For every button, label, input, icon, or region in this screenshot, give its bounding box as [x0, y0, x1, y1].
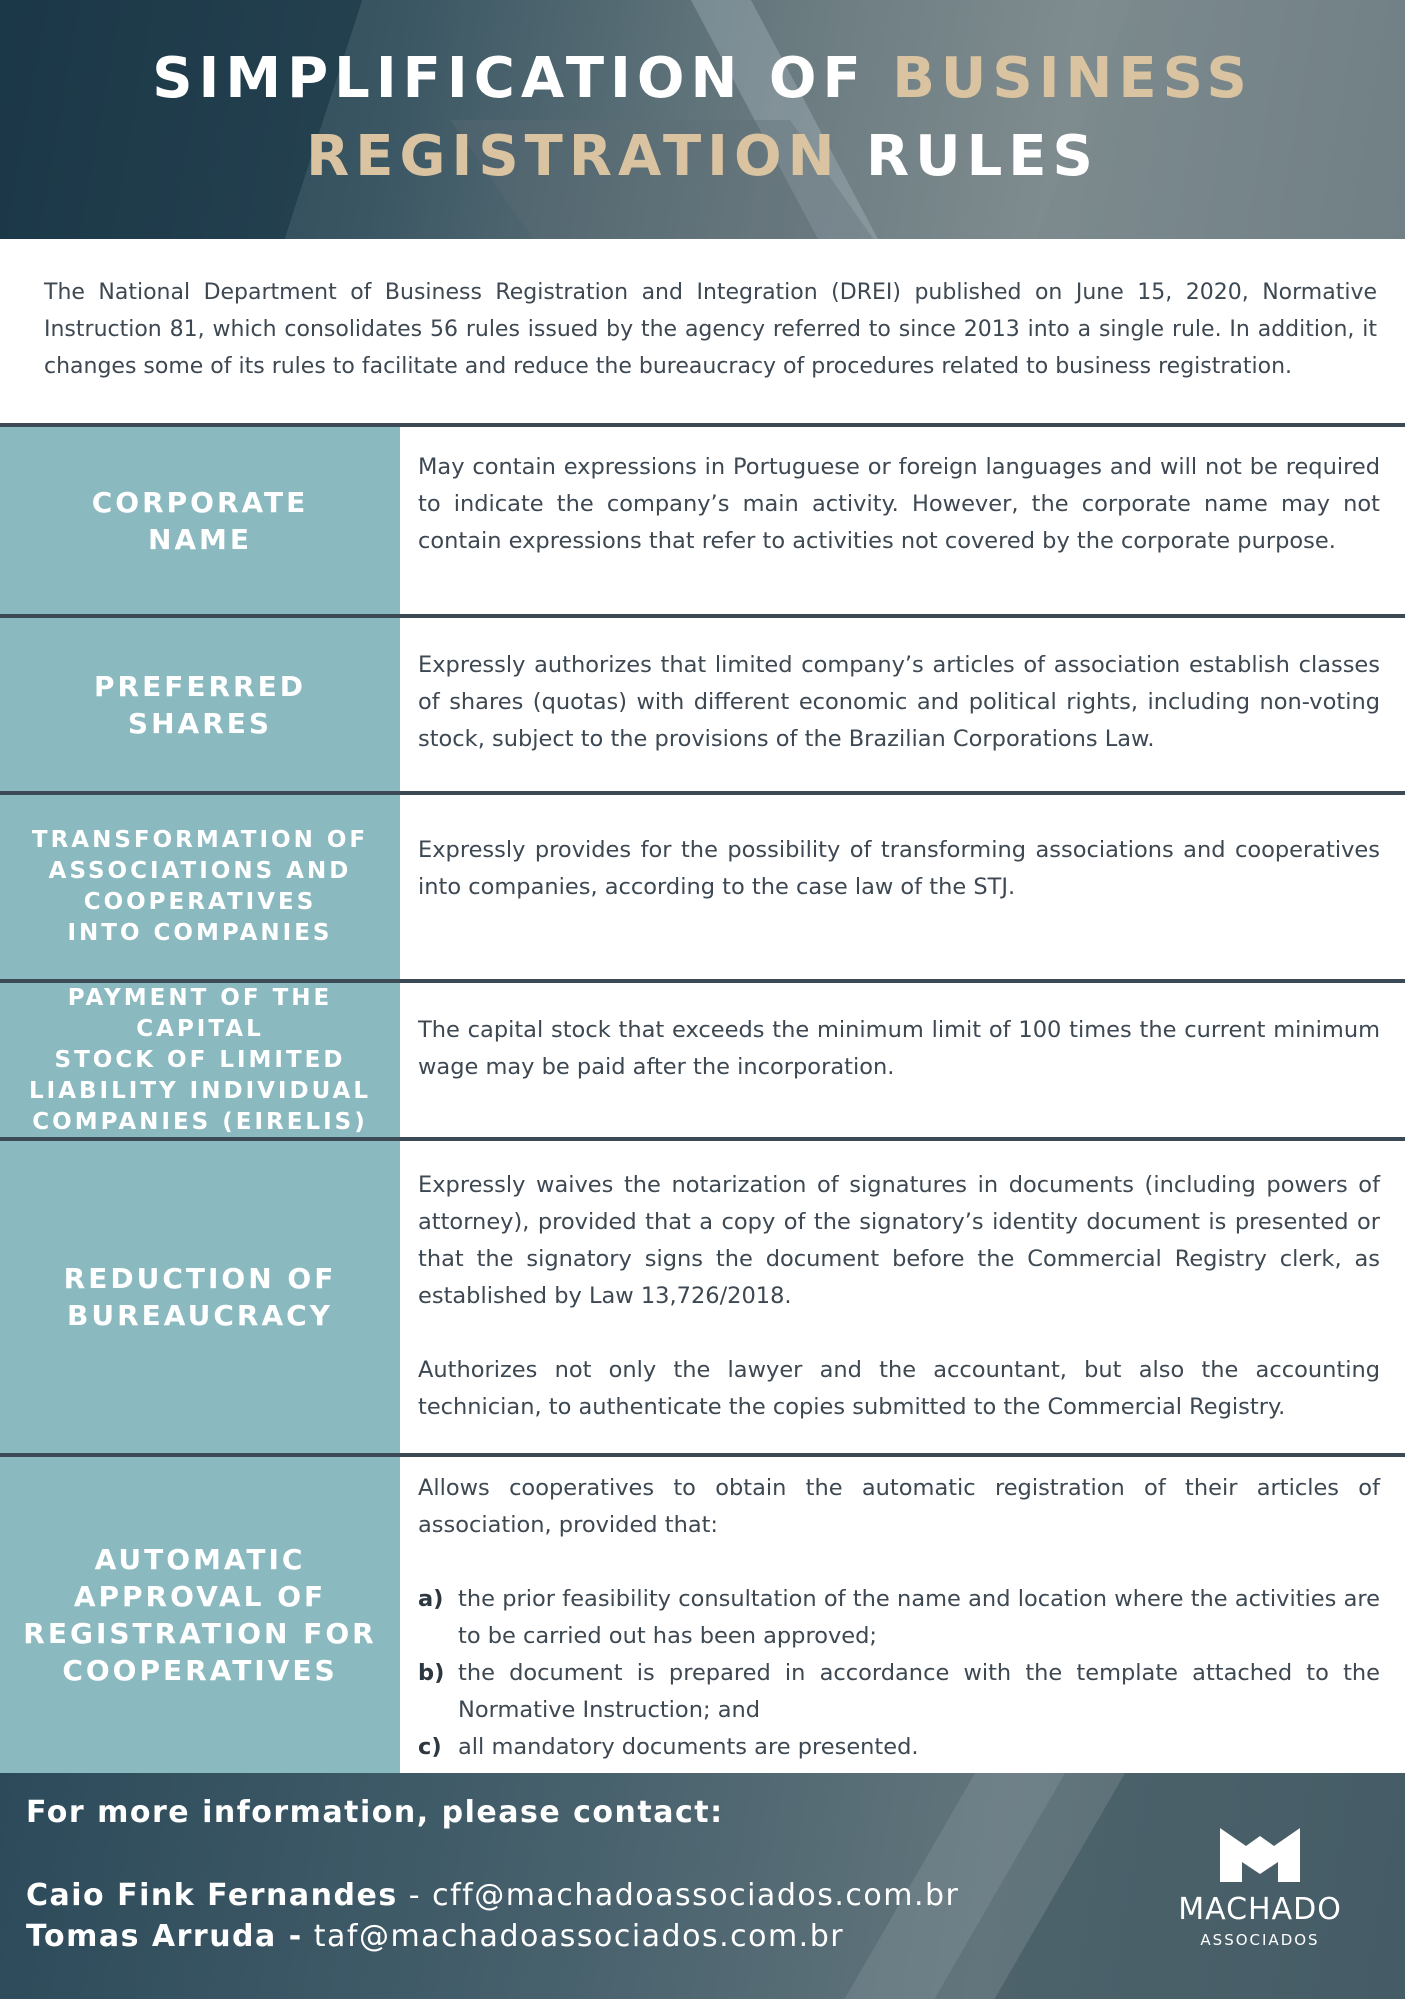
row-label: REDUCTION OF BUREAUCRACY: [0, 1141, 400, 1453]
row-content: May contain expressions in Portuguese or foreign languages and will not be required to indicate the company’s main activity. However, the corporate name may not contain expressions that refer to activities not covered by the corporate purpose.: [418, 454, 1380, 554]
contact-email-link[interactable]: taf@machadoassociados.com.br: [313, 1919, 845, 1954]
contact-line: [26, 1919, 844, 1954]
page-title: [0, 40, 1405, 196]
row-content: The capital stock that exceeds the minimum limit of 100 times the current minimum wage may be paid after the incorporation.: [418, 1017, 1380, 1080]
list-item: a) the prior feasibility consultation of the name and location where the activities are to be carried out has been approved;: [418, 1586, 1380, 1649]
title-line1-gold: BUSINESS: [892, 46, 1253, 111]
table-row-reduction-bureaucracy: [0, 1137, 1405, 1453]
table-row-capital-payment: [0, 979, 1405, 1137]
row-label: CORPORATE NAME: [0, 427, 400, 614]
contact-email-link[interactable]: cff@machadoassociados.com.br: [432, 1878, 960, 1913]
row-label: TRANSFORMATION OF ASSOCIATIONS AND COOPERATIVES INTO COMPANIES: [0, 795, 400, 979]
title-line1-white: SIMPLIFICATION OF: [152, 46, 867, 111]
table-row-preferred-shares: [0, 614, 1405, 791]
logo-sub: ASSOCIADOS: [1200, 1931, 1320, 1949]
row-content: Expressly waives the notarization of signatures in documents (including powers of attorney), provided that a copy of the signatory’s identity document is presented or that the signatory signs the document before the Commercial Registry clerk, as established by Law 13,726/2018. Authorizes not only the lawyer and the accountant, but also the accounting technician, to authenticate the copies submitted to the Commercial Registry.: [418, 1172, 1380, 1420]
contact-name: Caio Fink Fernandes: [26, 1878, 398, 1913]
row-label: AUTOMATIC APPROVAL OF REGISTRATION FOR COOPERATIVES: [0, 1457, 400, 1773]
logo-brand: MACHADO: [1178, 1892, 1342, 1927]
row-content: Expressly provides for the possibility of transforming associations and cooperatives into companies, according to the case law of the STJ.: [418, 837, 1380, 900]
contact-name: Tomas Arruda -: [26, 1919, 303, 1954]
title-line2-gold: REGISTRATION: [306, 124, 841, 189]
intro-paragraph: The National Department of Business Registration and Integration (DREI) published on June 15, 2020, Normative Instruction 81, which consolidates 56 rules issued by the agency referred to since 2013 into a single rule. In addition, it changes some of its rules to facilitate and reduce the bureaucracy of procedures related to business registration.: [44, 280, 1377, 379]
footer-contact: [0, 1773, 1405, 1999]
row-label: PREFERRED SHARES: [0, 618, 400, 791]
row-content: Expressly authorizes that limited company’s articles of association establish classes of shares (quotas) with different economic and political rights, including non-voting stock, subject to the provisions of the Brazilian Corporations Law.: [418, 652, 1380, 752]
table-row-automatic-approval: [0, 1453, 1405, 1773]
conditions-list: [418, 1581, 1380, 1766]
row-label: PAYMENT OF THE CAPITAL STOCK OF LIMITED LIABILITY INDIVIDUAL COMPANIES (EIRELIS): [0, 983, 400, 1137]
contact-title: For more information, please contact:: [26, 1795, 724, 1830]
table-row-corporate-name: [0, 423, 1405, 614]
list-item: b) the document is prepared in accordance with the template attached to the Normative Instruction; and: [418, 1660, 1380, 1723]
machado-m-logo-icon: [1220, 1828, 1300, 1882]
row-content: Allows cooperatives to obtain the automatic registration of their articles of association, provided that: a) the prior feasibility consultation of the name and location where the activities are to be carried out has been approved; b) the document is prepared in accordance with the template attached to the Normative Instruction; and c) all mandatory documents are presented.: [418, 1470, 1380, 1766]
table-row-transformation: [0, 791, 1405, 979]
title-line2-white: RULES: [865, 124, 1099, 189]
contact-line: Caio Fink Fernandes - cff@machadoassociados.com.br: [26, 1878, 960, 1913]
machado-logo: [1150, 1828, 1370, 1978]
list-item: c) all mandatory documents are presented.: [418, 1734, 919, 1760]
header-banner: [0, 0, 1405, 239]
